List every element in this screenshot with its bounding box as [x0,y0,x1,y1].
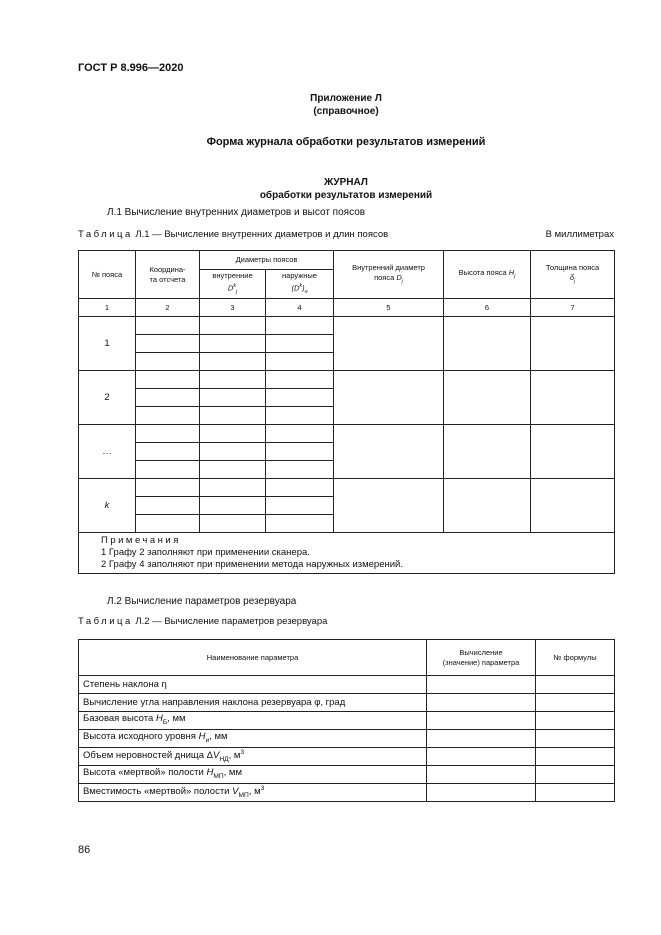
header-outer-sub: н [304,289,308,295]
header-belt-thickness [531,251,615,299]
parameter-symbol: H [206,766,214,778]
belt-number: k [79,479,136,533]
table-cell[interactable] [266,317,334,335]
parameter-text: Высота «мертвой» полости [83,766,207,778]
table-cell[interactable] [200,335,266,353]
parameter-symbol: V [232,786,239,798]
table-cell[interactable] [444,371,531,425]
parameter-name [79,766,427,784]
header-inner [200,270,266,299]
parameter-unit: , мм [223,766,242,778]
header-belt-thickness-sub: j [574,278,576,285]
parameter-unit: , мм [209,730,228,742]
table-cell[interactable] [200,353,266,371]
journal-title-block [78,176,614,202]
table-cell[interactable] [200,425,266,443]
table-cell[interactable] [136,389,200,407]
header-belt-height-word: Высота пояса [458,267,507,277]
header-belt-thickness-line-1: Толщина пояса [545,262,600,272]
table-cell[interactable] [536,784,615,802]
table-cell[interactable] [200,443,266,461]
parameter-sub: НД [219,756,229,764]
col-number: 7 [531,299,615,317]
table-cell[interactable] [427,766,536,784]
header-inner-diameter-word: пояса [374,272,395,282]
table-cell[interactable] [266,461,334,479]
header-diameter-group: Диаметры поясов [200,251,334,270]
header-belt-height-symbol: H [508,267,515,277]
section-2-title: Л.2 Вычисление параметров резервуара [107,596,297,607]
parameter-sup: 3 [260,785,265,793]
table-2 [78,639,615,802]
table-cell[interactable] [427,694,536,712]
parameter-symbol: H [155,712,163,724]
parameter-unit: , м [248,786,261,798]
table-1-notes [79,533,615,574]
table-1-caption-text: Л.1 — Вычисление внутренних диаметров и длин поясов [135,229,389,240]
journal-subtitle: обработки результатов измерений [259,190,433,201]
header-outer [266,270,334,299]
table-cell[interactable] [136,515,200,533]
table-1-units: В миллиметрах [545,229,614,240]
header-inner-sup: k [233,283,236,289]
table-cell[interactable] [266,353,334,371]
table-cell[interactable] [444,479,531,533]
table-1 [78,250,615,574]
parameter-text: Объем неровностей днища Δ [83,750,213,762]
table-cell[interactable] [200,317,266,335]
table-cell[interactable] [531,317,615,371]
header-belt-height-sub: j [514,273,516,280]
parameter-text: Базовая высота [83,712,156,724]
parameter-sub: Б [162,718,168,726]
table-cell[interactable] [266,497,334,515]
table-cell[interactable] [536,694,615,712]
col-number: 6 [444,299,531,317]
table-cell[interactable] [427,748,536,766]
col-number: 4 [266,299,334,317]
header-inner-line-1: внутренние [212,271,253,280]
header-inner-diameter [334,251,444,299]
header-inner-diameter-sub: j [401,278,403,285]
col-number: 2 [136,299,200,317]
parameter-name: Степень наклона η [79,676,427,694]
table-cell[interactable] [136,317,200,335]
page-heading: Форма журнала обработки результатов измерений [206,136,486,148]
table-cell[interactable] [444,317,531,371]
table-cell[interactable] [427,676,536,694]
header-calculation-line-2: (значение) параметра [442,657,520,667]
header-calculation [427,640,536,676]
table-cell[interactable] [427,712,536,730]
table-cell[interactable] [136,425,200,443]
col-number: 1 [79,299,136,317]
parameter-symbol: V [213,750,220,762]
table-cell[interactable] [200,497,266,515]
journal-title: ЖУРНАЛ [324,177,368,188]
notes-title: Примечания [101,535,181,546]
header-coordinate-line-1: Координа- [149,264,186,274]
table-cell[interactable] [136,371,200,389]
table-cell[interactable] [266,407,334,425]
parameter-text: Высота исходного уровня [83,730,199,742]
appendix-note: (справочное) [313,106,379,117]
header-belt-height [444,251,531,299]
page-number: 86 [78,844,91,856]
table-cell[interactable] [444,425,531,479]
appendix-title: Приложение Л [310,93,382,104]
table-cell[interactable] [334,371,444,425]
belt-number: … [79,425,136,479]
table-cell[interactable] [427,730,536,748]
table-2-caption-prefix: Таблица [78,616,133,627]
standard-code: ГОСТ Р 8.996—2020 [78,62,184,74]
table-cell[interactable] [136,497,200,515]
header-outer-sup: k [299,283,303,289]
appendix-block [78,92,614,118]
parameter-unit: , м [228,750,241,762]
table-cell[interactable] [427,784,536,802]
header-inner-symbol: D [227,283,234,293]
table-cell[interactable] [334,479,444,533]
table-cell[interactable] [200,371,266,389]
table-cell[interactable] [536,748,615,766]
parameter-sup: 3 [240,749,245,756]
table-cell[interactable] [536,766,615,784]
header-parameter-name: Наименование параметра [79,640,427,676]
header-coordinate-line-2: та отсчета [149,274,186,284]
header-inner-diameter-symbol: D [396,272,402,282]
parameter-name [79,730,427,748]
header-outer-close: ) [302,283,305,293]
table-cell[interactable] [200,479,266,497]
table-cell[interactable] [536,730,615,748]
header-formula-no: № формулы [536,640,615,676]
table-cell[interactable] [266,371,334,389]
parameter-name [79,784,427,802]
table-cell[interactable] [266,515,334,533]
parameter-sub: МП [213,772,224,780]
table-cell[interactable] [266,389,334,407]
table-cell[interactable] [266,479,334,497]
table-cell[interactable] [334,317,444,371]
header-calculation-line-1: Вычисление [459,647,503,657]
parameter-name [79,748,427,766]
header-coordinate [136,251,200,299]
parameter-name: Вычисление угла направления наклона резервуара φ, град [79,694,427,712]
header-belt-thickness-symbol: δ [569,272,575,282]
table-1-caption-prefix: Таблица [78,229,133,240]
note-item: 2 Графу 4 заполняют при применении метода наружных измерений. [101,559,403,570]
belt-number: 1 [79,317,136,371]
section-1-title: Л.1 Вычисление внутренних диаметров и высот поясов [107,207,366,218]
header-inner-diameter-line-2 [334,273,443,287]
header-outer-line-1: наружные [282,271,317,280]
parameter-symbol: H [198,730,206,742]
table-cell[interactable] [531,425,615,479]
header-inner-line-2 [200,281,265,297]
table-cell[interactable] [200,461,266,479]
parameter-unit: , мм [167,712,186,724]
table-cell[interactable] [200,515,266,533]
header-belt-thickness-line-2 [531,273,614,287]
table-2-caption [78,616,327,627]
parameter-name [79,712,427,730]
header-inner-diameter-line-1: Внутренний диаметр [352,262,425,272]
table-cell[interactable] [136,335,200,353]
table-cell[interactable] [200,389,266,407]
table-cell[interactable] [536,712,615,730]
table-cell[interactable] [266,335,334,353]
col-number: 3 [200,299,266,317]
table-cell[interactable] [266,425,334,443]
header-belt-no: № пояса [79,251,136,299]
parameter-sub: и [205,736,210,744]
col-number: 5 [334,299,444,317]
note-item: 1 Графу 2 заполняют при применении сканера. [101,547,310,558]
parameter-text: Вместимость «мертвой» полости [83,786,233,798]
table-1-caption [78,229,388,240]
table-cell[interactable] [531,371,615,425]
belt-number: 2 [79,371,136,425]
table-cell[interactable] [136,461,200,479]
table-cell[interactable] [531,479,615,533]
table-cell[interactable] [334,425,444,479]
table-cell[interactable] [136,479,200,497]
table-cell[interactable] [536,676,615,694]
header-inner-sub: j [235,289,238,295]
table-cell[interactable] [136,443,200,461]
table-cell[interactable] [136,353,200,371]
table-cell[interactable] [266,443,334,461]
header-outer-symbol: (D [291,283,300,293]
header-outer-line-2 [266,281,333,297]
table-cell[interactable] [200,407,266,425]
table-cell[interactable] [136,407,200,425]
parameter-sub: МП [238,792,249,800]
table-2-caption-text: Л.2 — Вычисление параметров резервуара [135,616,328,627]
